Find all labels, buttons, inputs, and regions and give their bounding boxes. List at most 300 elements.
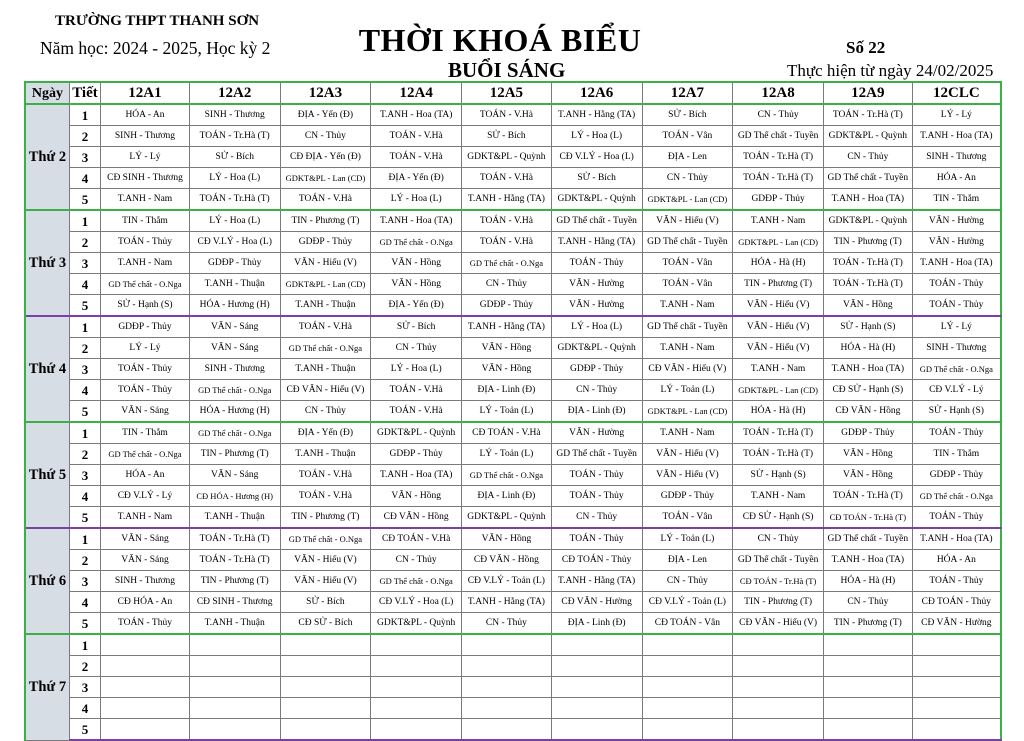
schedule-cell: GD Thể chất - O.Nga — [189, 422, 280, 444]
schedule-cell: VĂN - Hiếu (V) — [733, 295, 824, 317]
header-period: Tiết — [69, 82, 100, 104]
schedule-cell — [823, 719, 912, 741]
table-row — [25, 338, 1001, 359]
schedule-cell: HÓA - Hà (H) — [733, 253, 824, 274]
schedule-cell — [642, 634, 733, 656]
table-row — [25, 550, 1001, 571]
schedule-cell: GDĐP - Thủy — [823, 422, 912, 444]
school-year: Năm học: 2024 - 2025, Học kỳ 2 — [40, 38, 271, 58]
schedule-cell: TIN - Phương (T) — [823, 232, 912, 253]
schedule-cell: T.ANH - Nam — [733, 210, 824, 232]
schedule-cell: TOÁN - Tr.Hà (T) — [823, 274, 912, 295]
schedule-cell: SỬ - Hạnh (S) — [733, 465, 824, 486]
schedule-cell: CĐ V.LÝ - Hoa (L) — [551, 147, 642, 168]
schedule-cell: T.ANH - Thuận — [280, 444, 371, 465]
schedule-cell — [101, 656, 190, 677]
schedule-cell: GD Thể chất - O.Nga — [462, 465, 552, 486]
schedule-cell: ĐỊA - Yến (Đ) — [280, 422, 371, 444]
schedule-cell: HÓA - An — [101, 465, 190, 486]
schedule-cell: VĂN - Sáng — [189, 316, 280, 338]
period-cell: 1 — [69, 528, 100, 550]
schedule-cell: LÝ - Hoa (L) — [371, 359, 462, 380]
schedule-cell: CĐ VĂN - Hiếu (V) — [642, 359, 733, 380]
schedule-cell: CĐ TOÁN - Tr.Hà (T) — [733, 571, 824, 592]
schedule-cell: LÝ - Hoa (L) — [371, 189, 462, 211]
schedule-cell — [823, 656, 912, 677]
schedule-cell: TOÁN - Tr.Hà (T) — [733, 147, 824, 168]
schedule-cell: GDĐP - Thủy — [462, 295, 552, 317]
period-cell: 2 — [69, 126, 100, 147]
schedule-cell — [371, 698, 462, 719]
schedule-cell: TOÁN - V.Hà — [371, 401, 462, 423]
schedule-cell: CĐ SỬ - Bích — [280, 613, 371, 635]
schedule-cell — [371, 719, 462, 741]
schedule-cell: SỬ - Bích — [462, 126, 552, 147]
schedule-cell: T.ANH - Hoa (TA) — [823, 359, 912, 380]
schedule-cell: CN - Thủy — [462, 613, 552, 635]
schedule-cell: T.ANH - Nam — [733, 359, 824, 380]
header-class: 12A7 — [642, 82, 733, 104]
schedule-cell: GDKT&PL - Quỳnh — [371, 613, 462, 635]
page-title: THỜI KHOÁ BIỂU — [358, 22, 642, 58]
day-cell: Thứ 3 — [25, 210, 69, 316]
schedule-cell — [642, 698, 733, 719]
school-name: TRƯỜNG THPT THANH SƠN — [55, 13, 260, 29]
schedule-cell — [462, 656, 552, 677]
schedule-cell: T.ANH - Hoa (TA) — [823, 189, 912, 211]
schedule-cell: GD Thể chất - O.Nga — [371, 232, 462, 253]
period-cell: 2 — [69, 444, 100, 465]
schedule-cell: SỬ - Bích — [551, 168, 642, 189]
period-cell: 4 — [69, 274, 100, 295]
schedule-cell: T.ANH - Hoa (TA) — [912, 126, 1001, 147]
schedule-cell: CN - Thủy — [371, 550, 462, 571]
table-row — [25, 126, 1001, 147]
schedule-cell: TIN - Thắm — [101, 422, 190, 444]
schedule-cell: CN - Thủy — [551, 507, 642, 529]
schedule-cell: GDĐP - Thủy — [912, 465, 1001, 486]
schedule-cell: T.ANH - Hằng (TA) — [551, 571, 642, 592]
schedule-cell: GDĐP - Thủy — [189, 253, 280, 274]
schedule-cell: T.ANH - Hoa (TA) — [823, 550, 912, 571]
schedule-cell — [551, 634, 642, 656]
schedule-cell: VĂN - Sáng — [189, 465, 280, 486]
table-row — [25, 613, 1001, 635]
schedule-cell: TOÁN - Tr.Hà (T) — [189, 528, 280, 550]
schedule-cell: VĂN - Hiếu (V) — [733, 316, 824, 338]
header-class: 12A3 — [280, 82, 371, 104]
schedule-cell — [462, 677, 552, 698]
schedule-cell: GD Thể chất - Tuyền — [823, 168, 912, 189]
schedule-cell: GDKT&PL - Quỳnh — [823, 126, 912, 147]
schedule-cell: ĐỊA - Linh (Đ) — [462, 486, 552, 507]
schedule-cell: GDKT&PL - Lan (CD) — [642, 189, 733, 211]
schedule-cell: CN - Thủy — [823, 592, 912, 613]
schedule-cell: GD Thể chất - O.Nga — [101, 274, 190, 295]
schedule-cell: ĐỊA - Linh (Đ) — [462, 380, 552, 401]
table-row — [25, 422, 1001, 444]
schedule-cell — [823, 677, 912, 698]
schedule-cell — [280, 698, 371, 719]
schedule-cell: T.ANH - Nam — [642, 422, 733, 444]
period-cell: 4 — [69, 486, 100, 507]
period-cell: 1 — [69, 104, 100, 126]
schedule-cell: CĐ SINH - Thương — [101, 168, 190, 189]
table-row — [25, 316, 1001, 338]
table-row — [25, 444, 1001, 465]
schedule-cell: VĂN - Hiếu (V) — [280, 571, 371, 592]
schedule-cell: VĂN - Hiếu (V) — [280, 253, 371, 274]
schedule-cell: LÝ - Toản (L) — [462, 401, 552, 423]
schedule-cell: T.ANH - Nam — [101, 253, 190, 274]
period-cell: 1 — [69, 210, 100, 232]
schedule-cell: T.ANH - Nam — [642, 295, 733, 317]
schedule-cell: SỬ - Hạnh (S) — [912, 401, 1001, 423]
schedule-cell: CĐ HÓA - Hương (H) — [189, 486, 280, 507]
period-cell: 3 — [69, 147, 100, 168]
schedule-cell: CN - Thủy — [551, 380, 642, 401]
schedule-cell: CĐ V.LÝ - Toản (L) — [642, 592, 733, 613]
schedule-cell: TIN - Phương (T) — [189, 571, 280, 592]
schedule-cell: CN - Thủy — [642, 571, 733, 592]
schedule-cell: VĂN - Hồng — [371, 274, 462, 295]
schedule-cell — [551, 698, 642, 719]
schedule-cell — [642, 719, 733, 741]
schedule-cell: SINH - Thương — [189, 104, 280, 126]
schedule-cell: VĂN - Hồng — [823, 295, 912, 317]
schedule-cell: LÝ - Lý — [912, 104, 1001, 126]
schedule-cell: GDĐP - Thủy — [642, 486, 733, 507]
table-row — [25, 253, 1001, 274]
schedule-cell: LÝ - Hoa (L) — [551, 316, 642, 338]
period-cell: 2 — [69, 338, 100, 359]
table-row — [25, 634, 1001, 656]
schedule-cell: TOÁN - V.Hà — [462, 104, 552, 126]
table-row — [25, 232, 1001, 253]
schedule-cell: TOÁN - V.Hà — [462, 232, 552, 253]
day-cell: Thứ 2 — [25, 104, 69, 210]
schedule-cell: TOÁN - Thủy — [101, 613, 190, 635]
header-class: 12A5 — [462, 82, 552, 104]
table-row — [25, 295, 1001, 317]
period-cell: 3 — [69, 359, 100, 380]
schedule-cell: SỬ - Bích — [371, 316, 462, 338]
schedule-cell — [189, 677, 280, 698]
schedule-cell: LÝ - Lý — [101, 338, 190, 359]
schedule-cell: TOÁN - Thủy — [912, 274, 1001, 295]
period-cell: 4 — [69, 592, 100, 613]
schedule-cell: T.ANH - Hằng (TA) — [462, 316, 552, 338]
session-label: BUỔI SÁNG — [448, 58, 566, 82]
schedule-cell: TOÁN - Thủy — [551, 465, 642, 486]
schedule-cell: HÓA - Hà (H) — [823, 571, 912, 592]
period-cell: 2 — [69, 656, 100, 677]
table-row — [25, 486, 1001, 507]
table-row — [25, 401, 1001, 423]
table-row — [25, 380, 1001, 401]
header-class: 12A6 — [551, 82, 642, 104]
schedule-cell — [280, 634, 371, 656]
period-cell: 1 — [69, 316, 100, 338]
schedule-cell: TOÁN - Thủy — [101, 380, 190, 401]
schedule-cell: TOÁN - Tr.Hà (T) — [823, 253, 912, 274]
schedule-cell — [462, 698, 552, 719]
table-row — [25, 507, 1001, 529]
schedule-cell — [642, 677, 733, 698]
period-cell: 2 — [69, 550, 100, 571]
schedule-cell — [371, 656, 462, 677]
period-cell: 5 — [69, 507, 100, 529]
schedule-cell: ĐỊA - Linh (Đ) — [551, 401, 642, 423]
header-class: 12A8 — [733, 82, 824, 104]
schedule-cell: VĂN - Hường — [912, 210, 1001, 232]
schedule-cell — [371, 634, 462, 656]
schedule-cell: GD Thể chất - Tuyền — [823, 528, 912, 550]
period-cell: 1 — [69, 634, 100, 656]
schedule-cell: HÓA - Hương (H) — [189, 401, 280, 423]
schedule-cell: TOÁN - V.Hà — [280, 465, 371, 486]
schedule-cell: SỬ - Bích — [189, 147, 280, 168]
schedule-cell: T.ANH - Thuận — [280, 295, 371, 317]
schedule-cell: LÝ - Hoa (L) — [189, 168, 280, 189]
table-row — [25, 210, 1001, 232]
schedule-cell: TIN - Thắm — [912, 189, 1001, 211]
schedule-cell: CĐ TOÁN - V.Hà — [462, 422, 552, 444]
schedule-cell: TOÁN - Tr.Hà (T) — [189, 126, 280, 147]
schedule-cell: ĐỊA - Len — [642, 147, 733, 168]
schedule-cell — [551, 719, 642, 741]
schedule-cell — [189, 719, 280, 741]
schedule-cell — [823, 634, 912, 656]
schedule-cell: VĂN - Hường — [551, 274, 642, 295]
schedule-cell — [551, 656, 642, 677]
table-row — [25, 359, 1001, 380]
schedule-cell: T.ANH - Thuận — [189, 613, 280, 635]
schedule-cell: SỬ - Bích — [642, 104, 733, 126]
schedule-cell: TOÁN - Thủy — [912, 571, 1001, 592]
schedule-cell: CN - Thủy — [733, 528, 824, 550]
schedule-cell: CĐ SỬ - Hạnh (S) — [733, 507, 824, 529]
schedule-cell: VĂN - Hồng — [823, 465, 912, 486]
day-cell: Thứ 6 — [25, 528, 69, 634]
period-cell: 5 — [69, 189, 100, 211]
schedule-cell: T.ANH - Thuận — [189, 507, 280, 529]
schedule-cell: VĂN - Hồng — [371, 486, 462, 507]
schedule-cell: T.ANH - Hoa (TA) — [371, 210, 462, 232]
schedule-cell — [189, 698, 280, 719]
schedule-cell: GDKT&PL - Lan (CD) — [280, 168, 371, 189]
schedule-cell: GDĐP - Thủy — [551, 359, 642, 380]
schedule-cell: VĂN - Hồng — [462, 338, 552, 359]
schedule-cell: CĐ VĂN - Hường — [551, 592, 642, 613]
schedule-cell: TOÁN - Tr.Hà (T) — [823, 486, 912, 507]
schedule-cell: TIN - Thắm — [912, 444, 1001, 465]
schedule-cell: GD Thể chất - O.Nga — [280, 338, 371, 359]
schedule-cell: GD Thể chất - Tuyền — [551, 444, 642, 465]
schedule-cell: ĐỊA - Yến (Đ) — [371, 295, 462, 317]
schedule-cell: T.ANH - Nam — [101, 189, 190, 211]
schedule-cell: TOÁN - Thủy — [912, 295, 1001, 317]
table-row — [25, 656, 1001, 677]
schedule-cell: GD Thể chất - O.Nga — [912, 486, 1001, 507]
schedule-cell: SINH - Thương — [101, 126, 190, 147]
schedule-cell: LÝ - Toản (L) — [462, 444, 552, 465]
schedule-cell: TOÁN - Tr.Hà (T) — [189, 189, 280, 211]
schedule-cell: TOÁN - Vân — [642, 126, 733, 147]
period-cell: 5 — [69, 613, 100, 635]
schedule-cell: GD Thể chất - Tuyền — [733, 126, 824, 147]
schedule-cell: TOÁN - V.Hà — [280, 189, 371, 211]
schedule-cell: VĂN - Hồng — [462, 528, 552, 550]
schedule-cell — [462, 719, 552, 741]
schedule-cell: VĂN - Hồng — [371, 253, 462, 274]
period-cell: 4 — [69, 168, 100, 189]
schedule-cell: HÓA - An — [912, 550, 1001, 571]
schedule-cell: TOÁN - Tr.Hà (T) — [823, 104, 912, 126]
schedule-cell — [912, 719, 1001, 741]
schedule-cell: LÝ - Hoa (L) — [189, 210, 280, 232]
schedule-cell: CĐ V.LÝ - Toản (L) — [462, 571, 552, 592]
schedule-cell: T.ANH - Nam — [101, 507, 190, 529]
schedule-cell: VĂN - Hồng — [823, 444, 912, 465]
schedule-cell: SỬ - Hạnh (S) — [101, 295, 190, 317]
table-row — [25, 104, 1001, 126]
schedule-cell: TOÁN - Tr.Hà (T) — [733, 444, 824, 465]
schedule-cell: CN - Thủy — [642, 168, 733, 189]
header-class: 12A1 — [101, 82, 190, 104]
schedule-cell: VĂN - Hồng — [462, 359, 552, 380]
schedule-cell: TOÁN - Vân — [642, 253, 733, 274]
timetable — [24, 81, 1002, 741]
schedule-cell: CĐ HÓA - An — [101, 592, 190, 613]
table-row — [25, 528, 1001, 550]
schedule-cell: TOÁN - Vân — [642, 507, 733, 529]
day-cell: Thứ 5 — [25, 422, 69, 528]
table-row — [25, 147, 1001, 168]
schedule-cell: CĐ ĐỊA - Yến (Đ) — [280, 147, 371, 168]
schedule-cell: GD Thể chất - O.Nga — [189, 380, 280, 401]
header-row — [25, 82, 1001, 104]
schedule-cell: TOÁN - Thủy — [912, 422, 1001, 444]
schedule-cell: CN - Thủy — [733, 104, 824, 126]
schedule-cell: GDKT&PL - Quỳnh — [551, 189, 642, 211]
schedule-cell: SINH - Thương — [101, 571, 190, 592]
schedule-cell: VĂN - Hiếu (V) — [280, 550, 371, 571]
schedule-cell: TOÁN - Tr.Hà (T) — [733, 422, 824, 444]
period-cell: 3 — [69, 465, 100, 486]
schedule-cell: CĐ TOÁN - Tr.Hà (T) — [823, 507, 912, 529]
schedule-cell: VĂN - Hiếu (V) — [642, 465, 733, 486]
schedule-cell: GDKT&PL - Quỳnh — [823, 210, 912, 232]
schedule-cell: TOÁN - V.Hà — [462, 210, 552, 232]
schedule-cell: TOÁN - V.Hà — [280, 316, 371, 338]
schedule-cell — [912, 698, 1001, 719]
schedule-cell: GD Thể chất - Tuyền — [642, 232, 733, 253]
schedule-cell: CĐ VĂN - Hiếu (V) — [733, 613, 824, 635]
schedule-cell: T.ANH - Hằng (TA) — [551, 104, 642, 126]
schedule-cell: GD Thể chất - Tuyền — [551, 210, 642, 232]
schedule-cell: CĐ VĂN - Hồng — [371, 507, 462, 529]
schedule-cell: TOÁN - V.Hà — [280, 486, 371, 507]
schedule-cell: T.ANH - Thuận — [189, 274, 280, 295]
schedule-cell: GD Thể chất - O.Nga — [101, 444, 190, 465]
table-row — [25, 719, 1001, 741]
schedule-cell: GDKT&PL - Lan (CD) — [642, 401, 733, 423]
schedule-cell: SỬ - Hạnh (S) — [823, 316, 912, 338]
schedule-cell: T.ANH - Hằng (TA) — [462, 592, 552, 613]
schedule-cell: GDKT&PL - Quỳnh — [462, 507, 552, 529]
schedule-cell: CĐ V.LÝ - Lý — [101, 486, 190, 507]
schedule-cell: LÝ - Lý — [912, 316, 1001, 338]
schedule-cell: CN - Thủy — [823, 147, 912, 168]
schedule-cell: TIN - Phương (T) — [733, 592, 824, 613]
schedule-cell — [280, 719, 371, 741]
schedule-cell — [733, 656, 824, 677]
schedule-cell: LÝ - Hoa (L) — [551, 126, 642, 147]
schedule-cell — [101, 698, 190, 719]
day-cell: Thứ 7 — [25, 634, 69, 740]
schedule-cell: TOÁN - Vân — [642, 274, 733, 295]
schedule-cell: TIN - Phương (T) — [189, 444, 280, 465]
schedule-cell — [371, 677, 462, 698]
schedule-cell: GD Thể chất - O.Nga — [371, 571, 462, 592]
table-row — [25, 571, 1001, 592]
schedule-cell: T.ANH - Hằng (TA) — [462, 189, 552, 211]
schedule-cell: CĐ TOÁN - Thủy — [912, 592, 1001, 613]
schedule-cell: GD Thể chất - O.Nga — [462, 253, 552, 274]
schedule-cell: CĐ VĂN - Hiếu (V) — [280, 380, 371, 401]
schedule-cell: TIN - Phương (T) — [280, 210, 371, 232]
schedule-cell: SINH - Thương — [912, 338, 1001, 359]
schedule-cell: VĂN - Sáng — [101, 550, 190, 571]
schedule-cell: ĐỊA - Len — [642, 550, 733, 571]
schedule-cell: CĐ TOÁN - Thủy — [551, 550, 642, 571]
schedule-cell: T.ANH - Hằng (TA) — [551, 232, 642, 253]
schedule-cell: TOÁN - Tr.Hà (T) — [733, 168, 824, 189]
schedule-cell: HÓA - An — [912, 168, 1001, 189]
schedule-cell — [551, 677, 642, 698]
schedule-cell: VĂN - Hường — [912, 232, 1001, 253]
period-cell: 3 — [69, 253, 100, 274]
schedule-cell: GDĐP - Thủy — [101, 316, 190, 338]
table-row — [25, 677, 1001, 698]
schedule-cell: GDKT&PL - Quỳnh — [371, 422, 462, 444]
schedule-cell: CĐ V.LÝ - Hoa (L) — [371, 592, 462, 613]
schedule-cell: TOÁN - Tr.Hà (T) — [189, 550, 280, 571]
schedule-cell: CĐ TOÁN - V.Hà — [371, 528, 462, 550]
period-cell: 4 — [69, 698, 100, 719]
schedule-cell: T.ANH - Hoa (TA) — [371, 465, 462, 486]
period-cell: 5 — [69, 719, 100, 741]
schedule-cell — [823, 698, 912, 719]
schedule-cell: TOÁN - V.Hà — [371, 126, 462, 147]
schedule-cell: TOÁN - Thủy — [551, 486, 642, 507]
schedule-cell: SINH - Thương — [189, 359, 280, 380]
schedule-cell: CĐ VĂN - Hồng — [823, 401, 912, 423]
schedule-cell: TIN - Thắm — [101, 210, 190, 232]
table-row — [25, 592, 1001, 613]
schedule-cell: TOÁN - V.Hà — [371, 380, 462, 401]
schedule-cell: VĂN - Hường — [551, 422, 642, 444]
schedule-cell: CN - Thủy — [462, 274, 552, 295]
schedule-cell: GDKT&PL - Quỳnh — [551, 338, 642, 359]
schedule-cell: CĐ SỬ - Hạnh (S) — [823, 380, 912, 401]
schedule-cell: LÝ - Toản (L) — [642, 380, 733, 401]
schedule-cell: VĂN - Hường — [551, 295, 642, 317]
header-day: Ngày — [25, 82, 69, 104]
schedule-cell — [733, 719, 824, 741]
table-row — [25, 698, 1001, 719]
